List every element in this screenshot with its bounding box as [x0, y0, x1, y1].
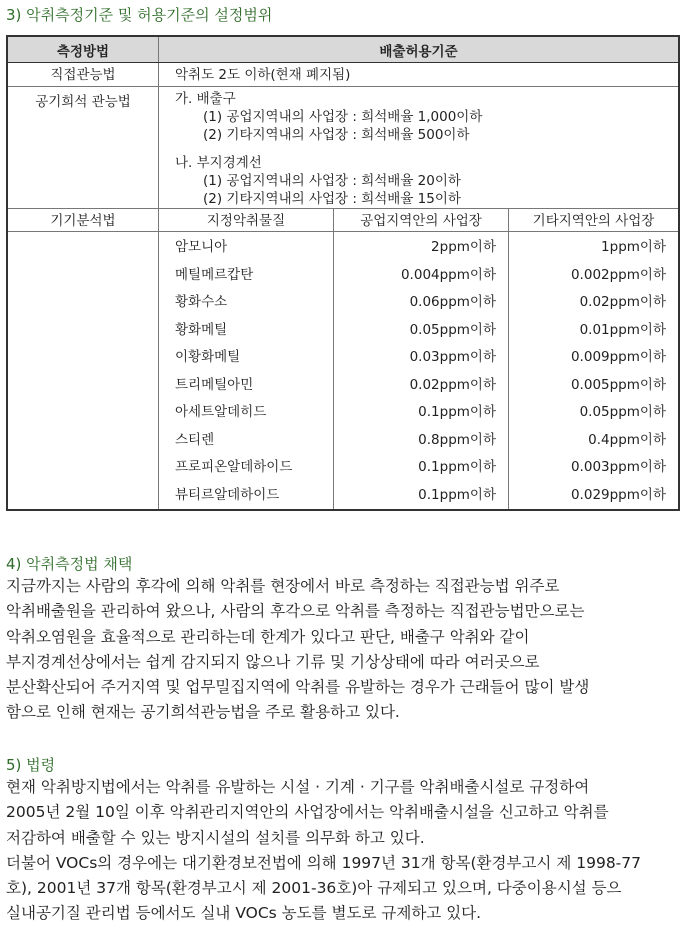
table-cell: 2ppm이하	[431, 239, 496, 255]
dilution-a-2: (2) 기타지역내의 사업장 : 희석배율 500이하	[203, 127, 470, 143]
section-4-heading: 4) 악취측정법 채택	[6, 555, 133, 573]
direct-method-row	[7, 63, 679, 87]
table-cell: 0.02ppm이하	[409, 376, 496, 393]
table-row: 스티렌	[175, 431, 215, 448]
table-cell: 0.8ppm이하	[418, 431, 496, 448]
odor-standards-table	[6, 35, 680, 511]
paragraph-line: 현재 악취방지법에서는 악취를 유발하는 시설 · 기계 · 기구를 악취배출시설로 규정하여	[6, 778, 590, 796]
table-cell: 1ppm이하	[601, 239, 666, 255]
table-row: 황화수소	[175, 294, 228, 310]
paragraph-line: 부지경계선상에서는 쉽게 감지되지 않으나 기류 및 기상상태에 따라 여러곳으로	[6, 652, 540, 671]
table-cell: 0.1ppm이하	[418, 459, 496, 475]
paragraph-line: 분산확산되어 주거지역 및 업무밀집지역에 악취를 유발하는 경우가 근래들어 많이 발생	[6, 678, 590, 697]
paragraph-line: 호), 2001년 37개 항목(환경부고시 제 2001-36호)아 규제되고 있으며, 다중이용시설 등으	[6, 879, 622, 898]
instrument-method-label: 기기분석법	[7, 209, 159, 232]
table-cell: 0.05ppm이하	[409, 321, 496, 338]
industrial-column	[334, 232, 509, 511]
table-cell: 0.02ppm이하	[579, 294, 666, 310]
other-column	[509, 232, 680, 511]
table-cell: 0.01ppm이하	[579, 321, 666, 338]
table-row: 메틸메르캅탄	[175, 266, 254, 283]
dilution-a-1: (1) 공업지역내의 사업장 : 희석배율 1,000이하	[203, 109, 483, 125]
section-5-paragraph	[6, 775, 682, 927]
direct-method-value: 악취도 2도 이하(현재 폐지됨)	[159, 63, 680, 87]
table-cell: 0.005ppm이하	[570, 376, 666, 393]
table-cell: 0.1ppm이하	[418, 486, 496, 503]
instrument-method-blank	[7, 232, 159, 511]
dilution-method-row	[7, 87, 679, 209]
paragraph-line: 2005년 2월 10일 이후 악취관리지역안의 사업장에서는 악취배출시설을 신고하고 악취를	[6, 803, 609, 822]
direct-method-label: 직접관능법	[7, 63, 159, 87]
dilution-method-value	[159, 87, 680, 209]
table-cell: 0.05ppm이하	[579, 404, 666, 420]
table-row: 트리메틸아민	[175, 376, 254, 393]
substance-column	[159, 232, 334, 511]
section-5-heading: 5) 법령	[6, 756, 56, 774]
dilution-a-title: 가. 배출구	[175, 91, 236, 107]
table-cell: 0.029ppm이하	[570, 486, 666, 503]
table-row: 황화메틸	[175, 321, 228, 338]
table-cell: 0.004ppm이하	[400, 266, 496, 283]
table-header-row	[7, 36, 679, 63]
section-3-heading: 3) 악취측정기준 및 허용기준의 설정범위	[6, 6, 273, 24]
table-cell: 0.4ppm이하	[588, 431, 666, 448]
table-cell: 0.03ppm이하	[409, 349, 496, 365]
table-cell: 0.009ppm이하	[570, 349, 666, 365]
table-cell: 0.003ppm이하	[570, 459, 666, 475]
table-cell: 0.1ppm이하	[418, 404, 496, 420]
dilution-b-1: (1) 공업지역내의 사업장 : 희석배율 20이하	[203, 173, 461, 189]
paragraph-line: 악취오염원을 효율적으로 관리하는데 한계가 있다고 판단, 배출구 악취와 같이	[6, 627, 530, 646]
table-row: 프로피온알데하이드	[175, 459, 293, 475]
dilution-method-label: 공기희석 관능법	[7, 87, 159, 209]
table-cell: 0.06ppm이하	[409, 294, 496, 310]
table-row: 뷰티르알데하이드	[175, 486, 280, 503]
header-standard: 배출허용기준	[159, 36, 680, 63]
section-4-paragraph	[6, 574, 682, 726]
paragraph-line: 더불어 VOCs의 경우에는 대기환경보전법에 의해 1997년 31개 항목(환경부고시 제 1998-77	[6, 853, 641, 872]
dilution-b-title: 나. 부지경계선	[175, 155, 262, 171]
col-substance: 지정악취물질	[159, 209, 334, 232]
paragraph-line: 악취배출원을 관리하여 왔으나, 사람의 후각으로 악취를 측정하는 직접관능법만으로는	[6, 602, 585, 621]
table-row: 이황화메틸	[175, 349, 241, 365]
instrument-values-row	[7, 232, 679, 511]
col-industrial: 공업지역안의 사업장	[334, 209, 509, 232]
paragraph-line: 저감하여 배출할 수 있는 방지시설의 설치를 의무화 하고 있다.	[6, 828, 425, 847]
paragraph-line: 실내공기질 관리법 등에서도 실내 VOCs 농도를 별도로 규제하고 있다.	[6, 904, 482, 923]
instrument-subheader-row	[7, 209, 679, 232]
paragraph-line: 함으로 인해 현재는 공기희석관능법을 주로 활용하고 있다.	[6, 703, 400, 722]
header-method: 측정방법	[7, 36, 159, 63]
paragraph-line: 지금까지는 사람의 후각에 의해 악취를 현장에서 바로 측정하는 직접관능법 위주로	[6, 577, 560, 595]
table-row: 아세트알데히드	[175, 404, 267, 420]
dilution-b-2: (2) 기타지역내의 사업장 : 희석배율 15이하	[203, 191, 461, 207]
col-other: 기타지역안의 사업장	[509, 209, 680, 232]
table-row: 암모니아	[175, 239, 228, 255]
table-cell: 0.002ppm이하	[570, 266, 666, 283]
